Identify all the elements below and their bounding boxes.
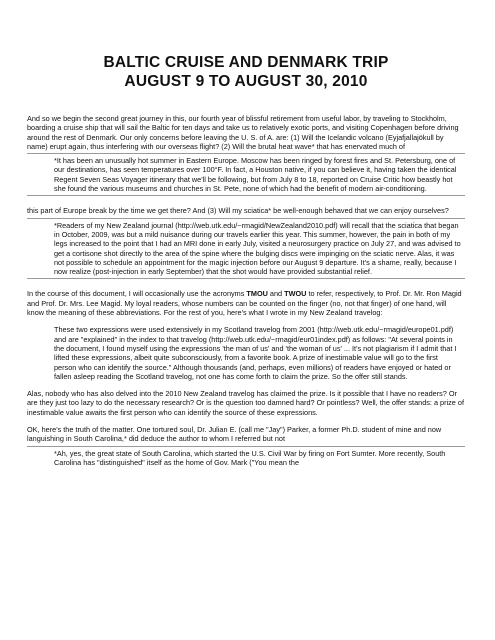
paragraph-prize: Alas, nobody who has also delved into the 2010 New Zealand travelog has claimed the prize. Is it possible that I have no readers? Or are they just too lazy to do the necessary research? Or is the question too damned hard? Or pointless? Well, the offer stands: a prize of inestimable value awaits the first person who can identify the source of these expressions.: [27, 389, 464, 417]
footnote-heat-wave: *It has been an unusually hot summer in Eastern Europe. Moscow has been ringed by forest fires and St. Petersburg, one of our destinations, has seen temperatures over 100°F. In fact, a Houston native, if you can believe it, having taken the identical Regent Seven Seas Voyager itinerary that we'll be following, but from July 8 to 18, reported on Cruise Critic how beastly hot she found the various museums and churches in St. Pete, none of which had the benefit of modern air-conditioning.: [54, 156, 457, 194]
document-title: [27, 0, 465, 91]
paragraph-truth: OK, here's the truth of the matter. One tortured soul, Dr. Julian E. (call me "Jay") Parker, a former Ph.D. student of mine and now languishing in South Carolina,* did deduce the author to whom I referred but not: [27, 425, 442, 444]
paragraph-sciatica: this part of Europe break by the time we get there? And (3) Will my sciatica* be well-enough behaved that we can enjoy ourselves?: [27, 206, 449, 216]
title-line-1: BALTIC CRUISE AND DENMARK TRIP: [103, 54, 389, 71]
title-line-2: AUGUST 9 TO AUGUST 30, 2010: [124, 73, 368, 90]
footnote-rule: [27, 195, 465, 196]
paragraph-intro: And so we begin the second great journey in this, our fourth year of blissful retirement from useful labor, by traveling to Stockholm, boarding a cruise ship that will sail the Baltic for ten days and take us to relatively exotic ports, and visiting Copenhagen before driving around the rest of Denmark. Our only concerns before leaving the U. S. of A. are: (1) Will the Icelandic volcano (Eyjafjallajökull by name) erupt again, thus interfering with our overseas flight? (2) Will the brutal heat wave* that has enervated much of: [27, 114, 459, 151]
footnote-sciatica: *Readers of my New Zealand journal (http://web.utk.edu/~rmagid/NewZealand2010.pdf) will recall that the sciatica that began in October, 2009, was but a mild nuisance during our travels earlier this year. This summer, however, the pain in both of my legs increased to the point that I had an MRI done in early July, visited a neurosurgery practice on July 27, and was advised to get a cortisone shot directly to the area of the spine where the bulging discs were impinging on the sciatic nerve. Alas, it was not possible to schedule an appointment for the magic injection before our August 9 departure. It's a shame, really, because I now realize (post-injection in early September) that the shot would have provided substantial relief.: [54, 220, 461, 277]
paragraph-acronyms: In the course of this document, I will occasionally use the acronyms TMOU and TWOU to refer, respectively, to Prof. Dr. Mr. Ron Magid and Prof. Dr. Mrs. Lee Magid. My loyal readers, whose numbers can be counted on the finger (no, not that finger) of one hand, will know the meaning of these abbreviations. For the rest of you, here's what I wrote in my New Zealand travelog:: [27, 289, 462, 318]
acronym-twou: TWOU: [284, 289, 307, 299]
footnote-rule: [27, 278, 465, 279]
footnote-rule: [27, 153, 465, 154]
document-body: [27, 114, 465, 467]
block-quote-travelog: These two expressions were used extensively in my Scotland travelog from 2001 (http://web.utk.edu/~rmagid/europe01.pdf) and are "explained" in the index to that travelog (http://web.utk.edu/~rmagid/eur01index.pdf) as follows: "At several points in the document, I found myself using the expressions 'the man of us' and 'the woman of us' ... It's not plagiarism if I admit that I lifted these expressions, albeit quite subconsciously, from a favorite book. A prize of inestimable value will go to the first person who can identify the source." Although thousands (and, perhaps, even millions) of readers have enjoyed or hated or fallen asleep reading the Scotland travelog, not one has come forth to claim the prize. So the offer still stands.: [54, 325, 457, 381]
footnote-rule: [27, 218, 465, 219]
footnote-rule: [27, 446, 465, 447]
footnote-south-carolina: *Ah, yes, the great state of South Carolina, which started the U.S. Civil War by firing on Fort Sumter. More recently, South Carolina has "distinguished" itself as the home of Gov. Mark ("You mean the: [54, 448, 446, 467]
acronym-tmou: TMOU: [246, 289, 268, 299]
